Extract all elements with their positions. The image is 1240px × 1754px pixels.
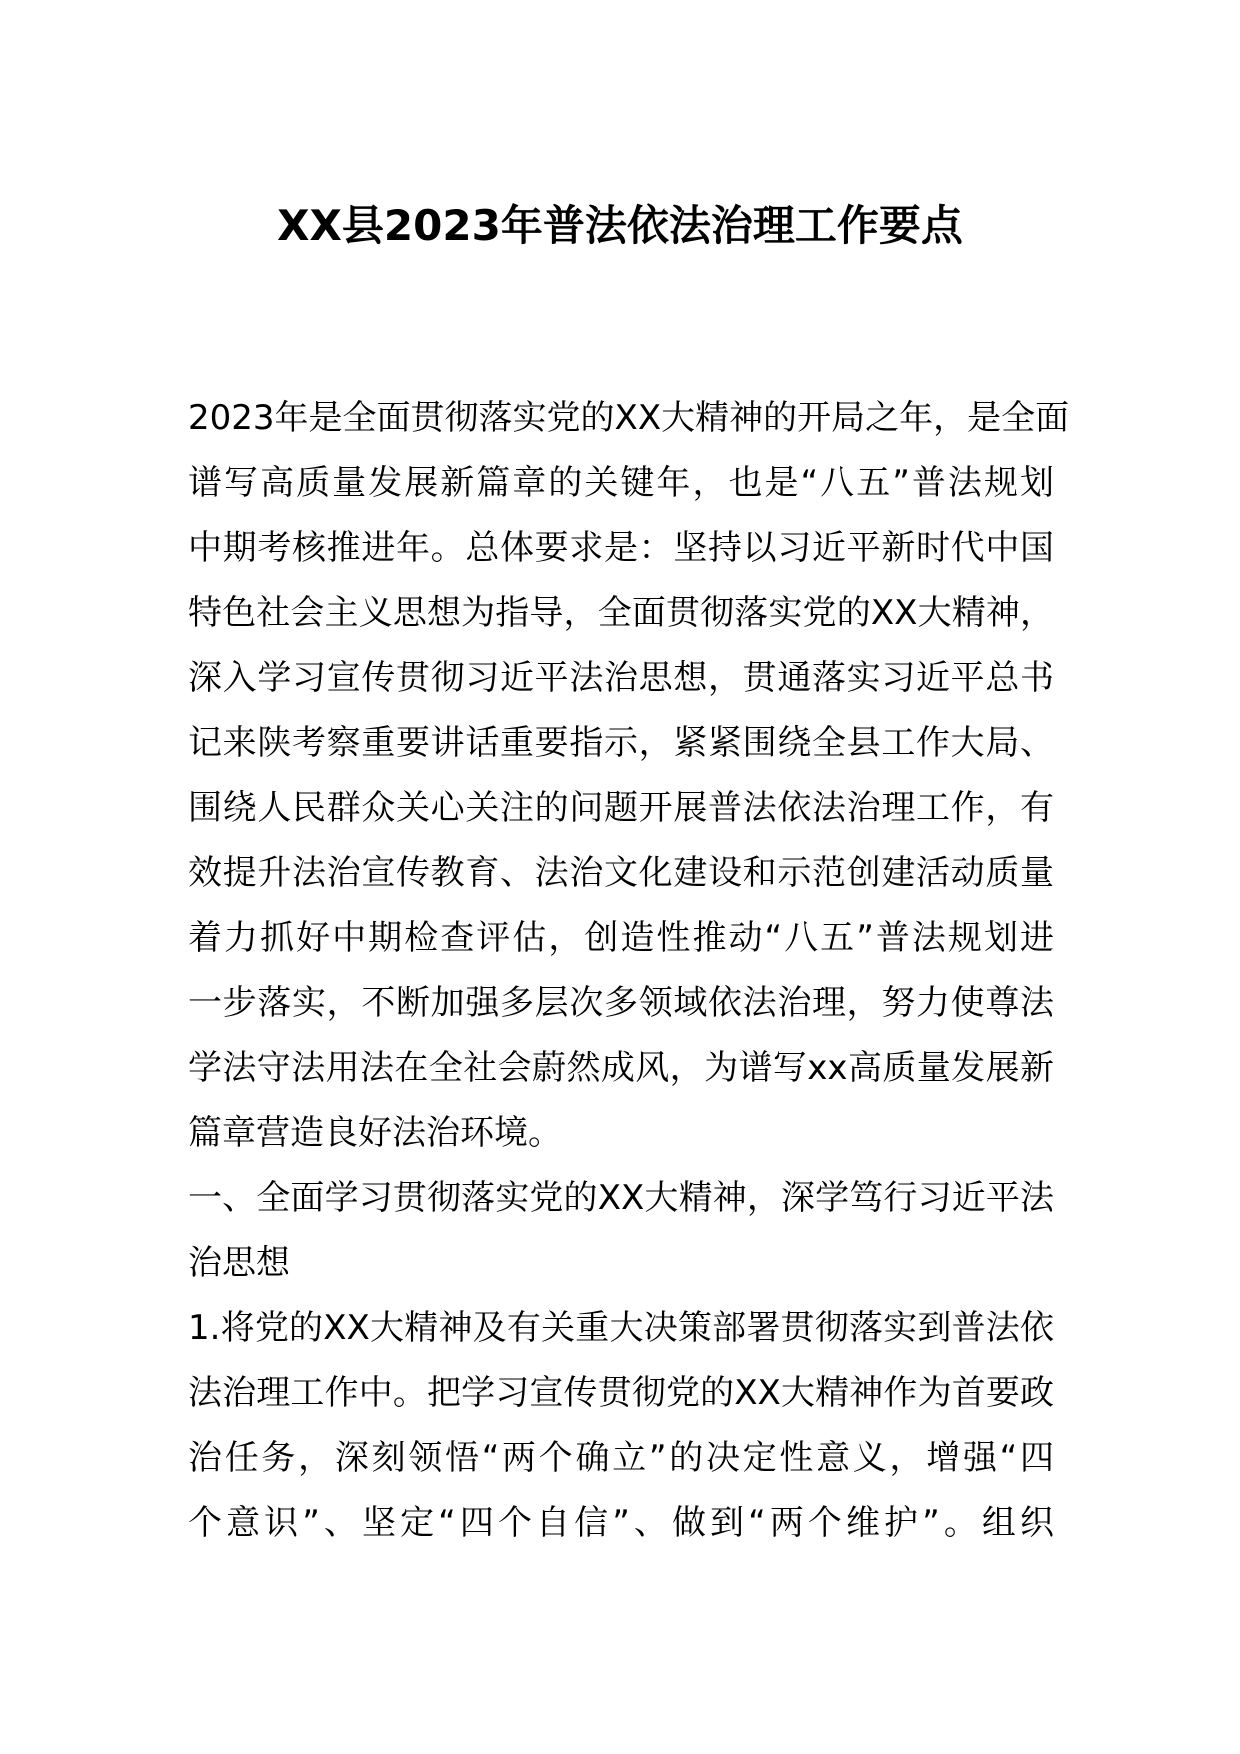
body-line-3: 中期考核推进年。总体要求是：坚持以习近平新时代中国 — [188, 528, 1054, 568]
body-line-4: 特色社会主义思想为指导，全面贯彻落实党的XX大精神， — [188, 593, 1054, 633]
document-body — [188, 386, 1070, 1556]
body-line-8: 效提升法治宣传教育、法治文化建设和示范创建活动质量 — [188, 853, 1054, 893]
body-line-2: 谱写高质量发展新篇章的关键年，也是“八五”普法规划 — [188, 463, 1054, 503]
body-line-9: 着力抓好中期检查评估，创造性推动“八五”普法规划进 — [188, 918, 1054, 958]
document-title: XX县2023年普法依法治理工作要点 — [277, 201, 963, 250]
body-line-11: 学法守法用法在全社会蔚然成风，为谱写xx高质量发展新 — [188, 1048, 1054, 1088]
section-heading-line-1: 一、全面学习贯彻落实党的XX大精神，深学笃行习近平法 — [188, 1178, 1054, 1218]
body-line-5: 深入学习宣传贯彻习近平法治思想，贯通落实习近平总书 — [188, 658, 1054, 698]
body-line-6: 记来陕考察重要讲话重要指示，紧紧围绕全县工作大局、 — [188, 723, 1054, 763]
body-line-1: 2023年是全面贯彻落实党的XX大精神的开局之年，是全面 — [188, 398, 1070, 438]
item-line-2: 法治理工作中。把学习宣传贯彻党的XX大精神作为首要政 — [188, 1373, 1054, 1413]
body-line-12: 篇章营造良好法治环境。 — [188, 1113, 562, 1153]
item-line-1: 1.将党的XX大精神及有关重大决策部署贯彻落实到普法依 — [188, 1308, 1054, 1348]
section-heading-line-2: 治思想 — [188, 1243, 290, 1283]
body-line-7: 围绕人民群众关心关注的问题开展普法依法治理工作，有 — [188, 788, 1054, 828]
body-line-10: 一步落实，不断加强多层次多领域依法治理，努力使尊法 — [188, 983, 1054, 1023]
item-line-3: 治任务，深刻领悟“两个确立”的决定性意义，增强“四 — [188, 1438, 1054, 1478]
item-line-4: 个意识”、坚定“四个自信”、做到“两个维护”。组织 — [188, 1503, 1054, 1543]
